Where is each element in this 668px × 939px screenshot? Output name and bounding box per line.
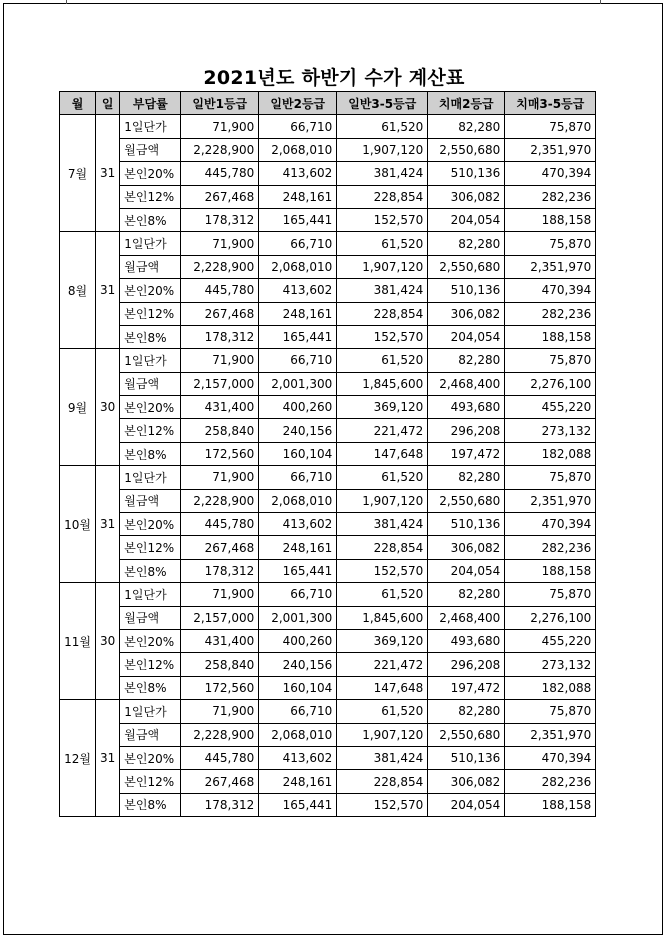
value-cell-dementia-2: 493,680 <box>428 396 505 419</box>
value-cell-general-2: 2,001,300 <box>259 372 337 395</box>
value-cell-dementia-2: 510,136 <box>428 279 505 302</box>
value-cell-dementia-2: 510,136 <box>428 513 505 536</box>
value-cell-general-2: 160,104 <box>259 676 337 699</box>
value-cell-general-1: 445,780 <box>181 279 259 302</box>
fee-table <box>59 91 596 817</box>
rate-label-cell: 본인20% <box>120 746 181 769</box>
value-cell-dementia-2: 2,468,400 <box>428 372 505 395</box>
value-cell-dementia-2: 2,550,680 <box>428 138 505 161</box>
value-cell-general-3-5: 221,472 <box>337 419 428 442</box>
rate-label-cell: 본인8% <box>120 559 181 582</box>
rate-label-cell: 본인20% <box>120 629 181 652</box>
value-cell-dementia-3-5: 470,394 <box>505 746 596 769</box>
rate-label-cell: 본인8% <box>120 208 181 231</box>
value-cell-dementia-2: 2,550,680 <box>428 723 505 746</box>
table-row <box>60 559 596 582</box>
value-cell-dementia-3-5: 75,870 <box>505 349 596 372</box>
header-rate: 부담률 <box>120 92 181 115</box>
value-cell-general-2: 66,710 <box>259 583 337 606</box>
value-cell-dementia-2: 204,054 <box>428 325 505 348</box>
value-cell-general-2: 165,441 <box>259 208 337 231</box>
value-cell-general-1: 2,228,900 <box>181 255 259 278</box>
value-cell-general-1: 71,900 <box>181 583 259 606</box>
value-cell-general-3-5: 228,854 <box>337 302 428 325</box>
value-cell-dementia-2: 510,136 <box>428 746 505 769</box>
page-title: 2021년도 하반기 수가 계산표 <box>203 67 465 89</box>
value-cell-dementia-3-5: 470,394 <box>505 162 596 185</box>
table-row <box>60 536 596 559</box>
month-cell: 11월 <box>60 583 96 700</box>
value-cell-dementia-3-5: 273,132 <box>505 419 596 442</box>
value-cell-general-2: 2,068,010 <box>259 489 337 512</box>
value-cell-general-2: 66,710 <box>259 700 337 723</box>
value-cell-general-2: 66,710 <box>259 115 337 138</box>
value-cell-general-1: 267,468 <box>181 770 259 793</box>
value-cell-general-3-5: 61,520 <box>337 232 428 255</box>
rate-label-cell: 본인12% <box>120 770 181 793</box>
value-cell-general-3-5: 152,570 <box>337 559 428 582</box>
value-cell-general-1: 172,560 <box>181 676 259 699</box>
value-cell-general-2: 240,156 <box>259 653 337 676</box>
table-row <box>60 372 596 395</box>
table-row <box>60 746 596 769</box>
value-cell-dementia-2: 82,280 <box>428 232 505 255</box>
header-month: 월 <box>60 92 96 115</box>
value-cell-general-1: 267,468 <box>181 536 259 559</box>
value-cell-general-3-5: 228,854 <box>337 185 428 208</box>
value-cell-general-1: 178,312 <box>181 559 259 582</box>
value-cell-general-1: 431,400 <box>181 396 259 419</box>
value-cell-general-2: 248,161 <box>259 536 337 559</box>
value-cell-general-2: 248,161 <box>259 185 337 208</box>
value-cell-general-2: 165,441 <box>259 793 337 816</box>
rate-label-cell: 본인12% <box>120 419 181 442</box>
value-cell-dementia-3-5: 282,236 <box>505 302 596 325</box>
value-cell-general-2: 66,710 <box>259 232 337 255</box>
days-cell: 31 <box>96 700 120 817</box>
value-cell-dementia-2: 197,472 <box>428 676 505 699</box>
value-cell-general-2: 413,602 <box>259 746 337 769</box>
value-cell-general-3-5: 1,907,120 <box>337 723 428 746</box>
value-cell-dementia-2: 2,550,680 <box>428 255 505 278</box>
rate-label-cell: 본인8% <box>120 325 181 348</box>
table-row <box>60 606 596 629</box>
rate-label-cell: 1일단가 <box>120 115 181 138</box>
header-general-2: 일반2등급 <box>259 92 337 115</box>
page-corner-mark <box>66 0 67 4</box>
rate-label-cell: 본인12% <box>120 302 181 325</box>
value-cell-dementia-2: 510,136 <box>428 162 505 185</box>
table-row <box>60 723 596 746</box>
days-cell: 31 <box>96 466 120 583</box>
value-cell-general-3-5: 369,120 <box>337 629 428 652</box>
value-cell-general-2: 240,156 <box>259 419 337 442</box>
value-cell-dementia-3-5: 75,870 <box>505 232 596 255</box>
value-cell-general-1: 178,312 <box>181 325 259 348</box>
table-row <box>60 653 596 676</box>
value-cell-general-3-5: 147,648 <box>337 676 428 699</box>
table-row <box>60 325 596 348</box>
value-cell-general-2: 248,161 <box>259 770 337 793</box>
value-cell-general-3-5: 61,520 <box>337 700 428 723</box>
value-cell-general-2: 400,260 <box>259 629 337 652</box>
value-cell-dementia-2: 197,472 <box>428 442 505 465</box>
header-general-3-5: 일반3-5등급 <box>337 92 428 115</box>
rate-label-cell: 본인12% <box>120 185 181 208</box>
rate-label-cell: 월금액 <box>120 489 181 512</box>
value-cell-dementia-3-5: 188,158 <box>505 325 596 348</box>
value-cell-general-3-5: 1,845,600 <box>337 372 428 395</box>
value-cell-dementia-3-5: 2,351,970 <box>505 255 596 278</box>
rate-label-cell: 월금액 <box>120 138 181 161</box>
value-cell-dementia-3-5: 2,276,100 <box>505 372 596 395</box>
rate-label-cell: 월금액 <box>120 723 181 746</box>
table-row <box>60 115 596 138</box>
value-cell-dementia-3-5: 188,158 <box>505 208 596 231</box>
value-cell-general-3-5: 1,907,120 <box>337 138 428 161</box>
rate-label-cell: 1일단가 <box>120 232 181 255</box>
value-cell-general-1: 2,228,900 <box>181 723 259 746</box>
value-cell-dementia-2: 204,054 <box>428 793 505 816</box>
value-cell-dementia-3-5: 273,132 <box>505 653 596 676</box>
value-cell-general-3-5: 228,854 <box>337 770 428 793</box>
value-cell-general-2: 413,602 <box>259 279 337 302</box>
table-row <box>60 629 596 652</box>
value-cell-general-3-5: 221,472 <box>337 653 428 676</box>
value-cell-general-2: 2,068,010 <box>259 255 337 278</box>
value-cell-dementia-3-5: 282,236 <box>505 185 596 208</box>
value-cell-general-3-5: 61,520 <box>337 583 428 606</box>
value-cell-dementia-2: 204,054 <box>428 559 505 582</box>
table-row <box>60 700 596 723</box>
value-cell-general-3-5: 61,520 <box>337 466 428 489</box>
month-cell: 8월 <box>60 232 96 349</box>
value-cell-general-3-5: 152,570 <box>337 793 428 816</box>
value-cell-dementia-3-5: 75,870 <box>505 700 596 723</box>
value-cell-general-1: 2,228,900 <box>181 138 259 161</box>
value-cell-dementia-3-5: 2,351,970 <box>505 138 596 161</box>
rate-label-cell: 본인8% <box>120 676 181 699</box>
days-cell: 31 <box>96 115 120 232</box>
days-cell: 31 <box>96 232 120 349</box>
value-cell-dementia-3-5: 182,088 <box>505 442 596 465</box>
value-cell-dementia-3-5: 2,276,100 <box>505 606 596 629</box>
value-cell-general-2: 400,260 <box>259 396 337 419</box>
value-cell-general-2: 2,068,010 <box>259 138 337 161</box>
value-cell-dementia-2: 204,054 <box>428 208 505 231</box>
rate-label-cell: 본인20% <box>120 279 181 302</box>
value-cell-general-3-5: 61,520 <box>337 115 428 138</box>
header-dementia-3-5: 치매3-5등급 <box>505 92 596 115</box>
value-cell-general-3-5: 147,648 <box>337 442 428 465</box>
rate-label-cell: 월금액 <box>120 606 181 629</box>
value-cell-general-1: 267,468 <box>181 302 259 325</box>
table-row <box>60 255 596 278</box>
table-row <box>60 442 596 465</box>
value-cell-general-3-5: 1,845,600 <box>337 606 428 629</box>
table-row <box>60 466 596 489</box>
table-row <box>60 676 596 699</box>
rate-label-cell: 1일단가 <box>120 349 181 372</box>
value-cell-dementia-2: 306,082 <box>428 770 505 793</box>
value-cell-general-1: 71,900 <box>181 232 259 255</box>
value-cell-dementia-3-5: 75,870 <box>505 115 596 138</box>
value-cell-dementia-3-5: 282,236 <box>505 536 596 559</box>
value-cell-general-1: 172,560 <box>181 442 259 465</box>
value-cell-general-1: 445,780 <box>181 513 259 536</box>
header-dementia-2: 치매2등급 <box>428 92 505 115</box>
table-row <box>60 232 596 255</box>
value-cell-general-1: 258,840 <box>181 653 259 676</box>
value-cell-general-3-5: 369,120 <box>337 396 428 419</box>
value-cell-dementia-3-5: 75,870 <box>505 583 596 606</box>
value-cell-general-1: 2,228,900 <box>181 489 259 512</box>
value-cell-general-1: 445,780 <box>181 162 259 185</box>
value-cell-dementia-2: 306,082 <box>428 536 505 559</box>
table-row <box>60 396 596 419</box>
value-cell-dementia-3-5: 282,236 <box>505 770 596 793</box>
value-cell-dementia-3-5: 188,158 <box>505 793 596 816</box>
value-cell-general-3-5: 381,424 <box>337 746 428 769</box>
rate-label-cell: 본인20% <box>120 396 181 419</box>
value-cell-general-3-5: 381,424 <box>337 279 428 302</box>
table-row <box>60 138 596 161</box>
header-day: 일 <box>96 92 120 115</box>
value-cell-general-2: 413,602 <box>259 162 337 185</box>
value-cell-dementia-3-5: 188,158 <box>505 559 596 582</box>
value-cell-general-2: 165,441 <box>259 559 337 582</box>
table-row <box>60 302 596 325</box>
rate-label-cell: 1일단가 <box>120 700 181 723</box>
value-cell-dementia-2: 2,550,680 <box>428 489 505 512</box>
table-row <box>60 162 596 185</box>
value-cell-general-2: 165,441 <box>259 325 337 348</box>
rate-label-cell: 월금액 <box>120 372 181 395</box>
value-cell-dementia-2: 82,280 <box>428 349 505 372</box>
rate-label-cell: 본인20% <box>120 513 181 536</box>
value-cell-dementia-2: 2,468,400 <box>428 606 505 629</box>
value-cell-dementia-2: 296,208 <box>428 419 505 442</box>
value-cell-general-3-5: 152,570 <box>337 325 428 348</box>
header-general-1: 일반1등급 <box>181 92 259 115</box>
value-cell-general-1: 258,840 <box>181 419 259 442</box>
rate-label-cell: 본인12% <box>120 536 181 559</box>
value-cell-dementia-3-5: 455,220 <box>505 396 596 419</box>
value-cell-dementia-2: 82,280 <box>428 700 505 723</box>
value-cell-general-1: 2,157,000 <box>181 606 259 629</box>
rate-label-cell: 1일단가 <box>120 466 181 489</box>
value-cell-dementia-3-5: 182,088 <box>505 676 596 699</box>
table-row <box>60 583 596 606</box>
value-cell-general-3-5: 228,854 <box>337 536 428 559</box>
table-row <box>60 793 596 816</box>
value-cell-dementia-2: 296,208 <box>428 653 505 676</box>
value-cell-general-1: 71,900 <box>181 115 259 138</box>
rate-label-cell: 본인8% <box>120 442 181 465</box>
table-row <box>60 513 596 536</box>
value-cell-general-1: 71,900 <box>181 349 259 372</box>
value-cell-dementia-3-5: 455,220 <box>505 629 596 652</box>
header-row <box>60 92 596 115</box>
value-cell-dementia-3-5: 470,394 <box>505 513 596 536</box>
rate-label-cell: 월금액 <box>120 255 181 278</box>
table-row <box>60 279 596 302</box>
value-cell-general-1: 71,900 <box>181 700 259 723</box>
value-cell-dementia-3-5: 2,351,970 <box>505 723 596 746</box>
value-cell-general-2: 248,161 <box>259 302 337 325</box>
value-cell-general-1: 2,157,000 <box>181 372 259 395</box>
table-row <box>60 489 596 512</box>
rate-label-cell: 본인20% <box>120 162 181 185</box>
value-cell-general-2: 66,710 <box>259 349 337 372</box>
value-cell-general-3-5: 1,907,120 <box>337 255 428 278</box>
value-cell-dementia-2: 82,280 <box>428 115 505 138</box>
value-cell-general-2: 160,104 <box>259 442 337 465</box>
value-cell-general-1: 71,900 <box>181 466 259 489</box>
days-cell: 30 <box>96 583 120 700</box>
value-cell-general-1: 178,312 <box>181 208 259 231</box>
value-cell-dementia-3-5: 2,351,970 <box>505 489 596 512</box>
month-cell: 12월 <box>60 700 96 817</box>
rate-label-cell: 본인12% <box>120 653 181 676</box>
table-row <box>60 419 596 442</box>
value-cell-general-3-5: 61,520 <box>337 349 428 372</box>
value-cell-general-2: 413,602 <box>259 513 337 536</box>
value-cell-general-3-5: 381,424 <box>337 162 428 185</box>
value-cell-dementia-2: 82,280 <box>428 466 505 489</box>
month-cell: 7월 <box>60 115 96 232</box>
value-cell-general-1: 178,312 <box>181 793 259 816</box>
rate-label-cell: 본인8% <box>120 793 181 816</box>
month-cell: 9월 <box>60 349 96 466</box>
page-corner-mark <box>600 0 601 4</box>
table-row <box>60 185 596 208</box>
value-cell-general-1: 445,780 <box>181 746 259 769</box>
value-cell-general-2: 2,001,300 <box>259 606 337 629</box>
table-row <box>60 208 596 231</box>
value-cell-dementia-3-5: 470,394 <box>505 279 596 302</box>
value-cell-dementia-2: 493,680 <box>428 629 505 652</box>
value-cell-general-3-5: 1,907,120 <box>337 489 428 512</box>
value-cell-general-1: 431,400 <box>181 629 259 652</box>
table-row <box>60 349 596 372</box>
value-cell-dementia-3-5: 75,870 <box>505 466 596 489</box>
value-cell-general-2: 66,710 <box>259 466 337 489</box>
month-cell: 10월 <box>60 466 96 583</box>
value-cell-general-3-5: 381,424 <box>337 513 428 536</box>
value-cell-dementia-2: 306,082 <box>428 185 505 208</box>
value-cell-general-2: 2,068,010 <box>259 723 337 746</box>
table-row <box>60 770 596 793</box>
value-cell-dementia-2: 306,082 <box>428 302 505 325</box>
value-cell-general-3-5: 152,570 <box>337 208 428 231</box>
value-cell-general-1: 267,468 <box>181 185 259 208</box>
table-body <box>60 115 596 817</box>
rate-label-cell: 1일단가 <box>120 583 181 606</box>
days-cell: 30 <box>96 349 120 466</box>
value-cell-dementia-2: 82,280 <box>428 583 505 606</box>
